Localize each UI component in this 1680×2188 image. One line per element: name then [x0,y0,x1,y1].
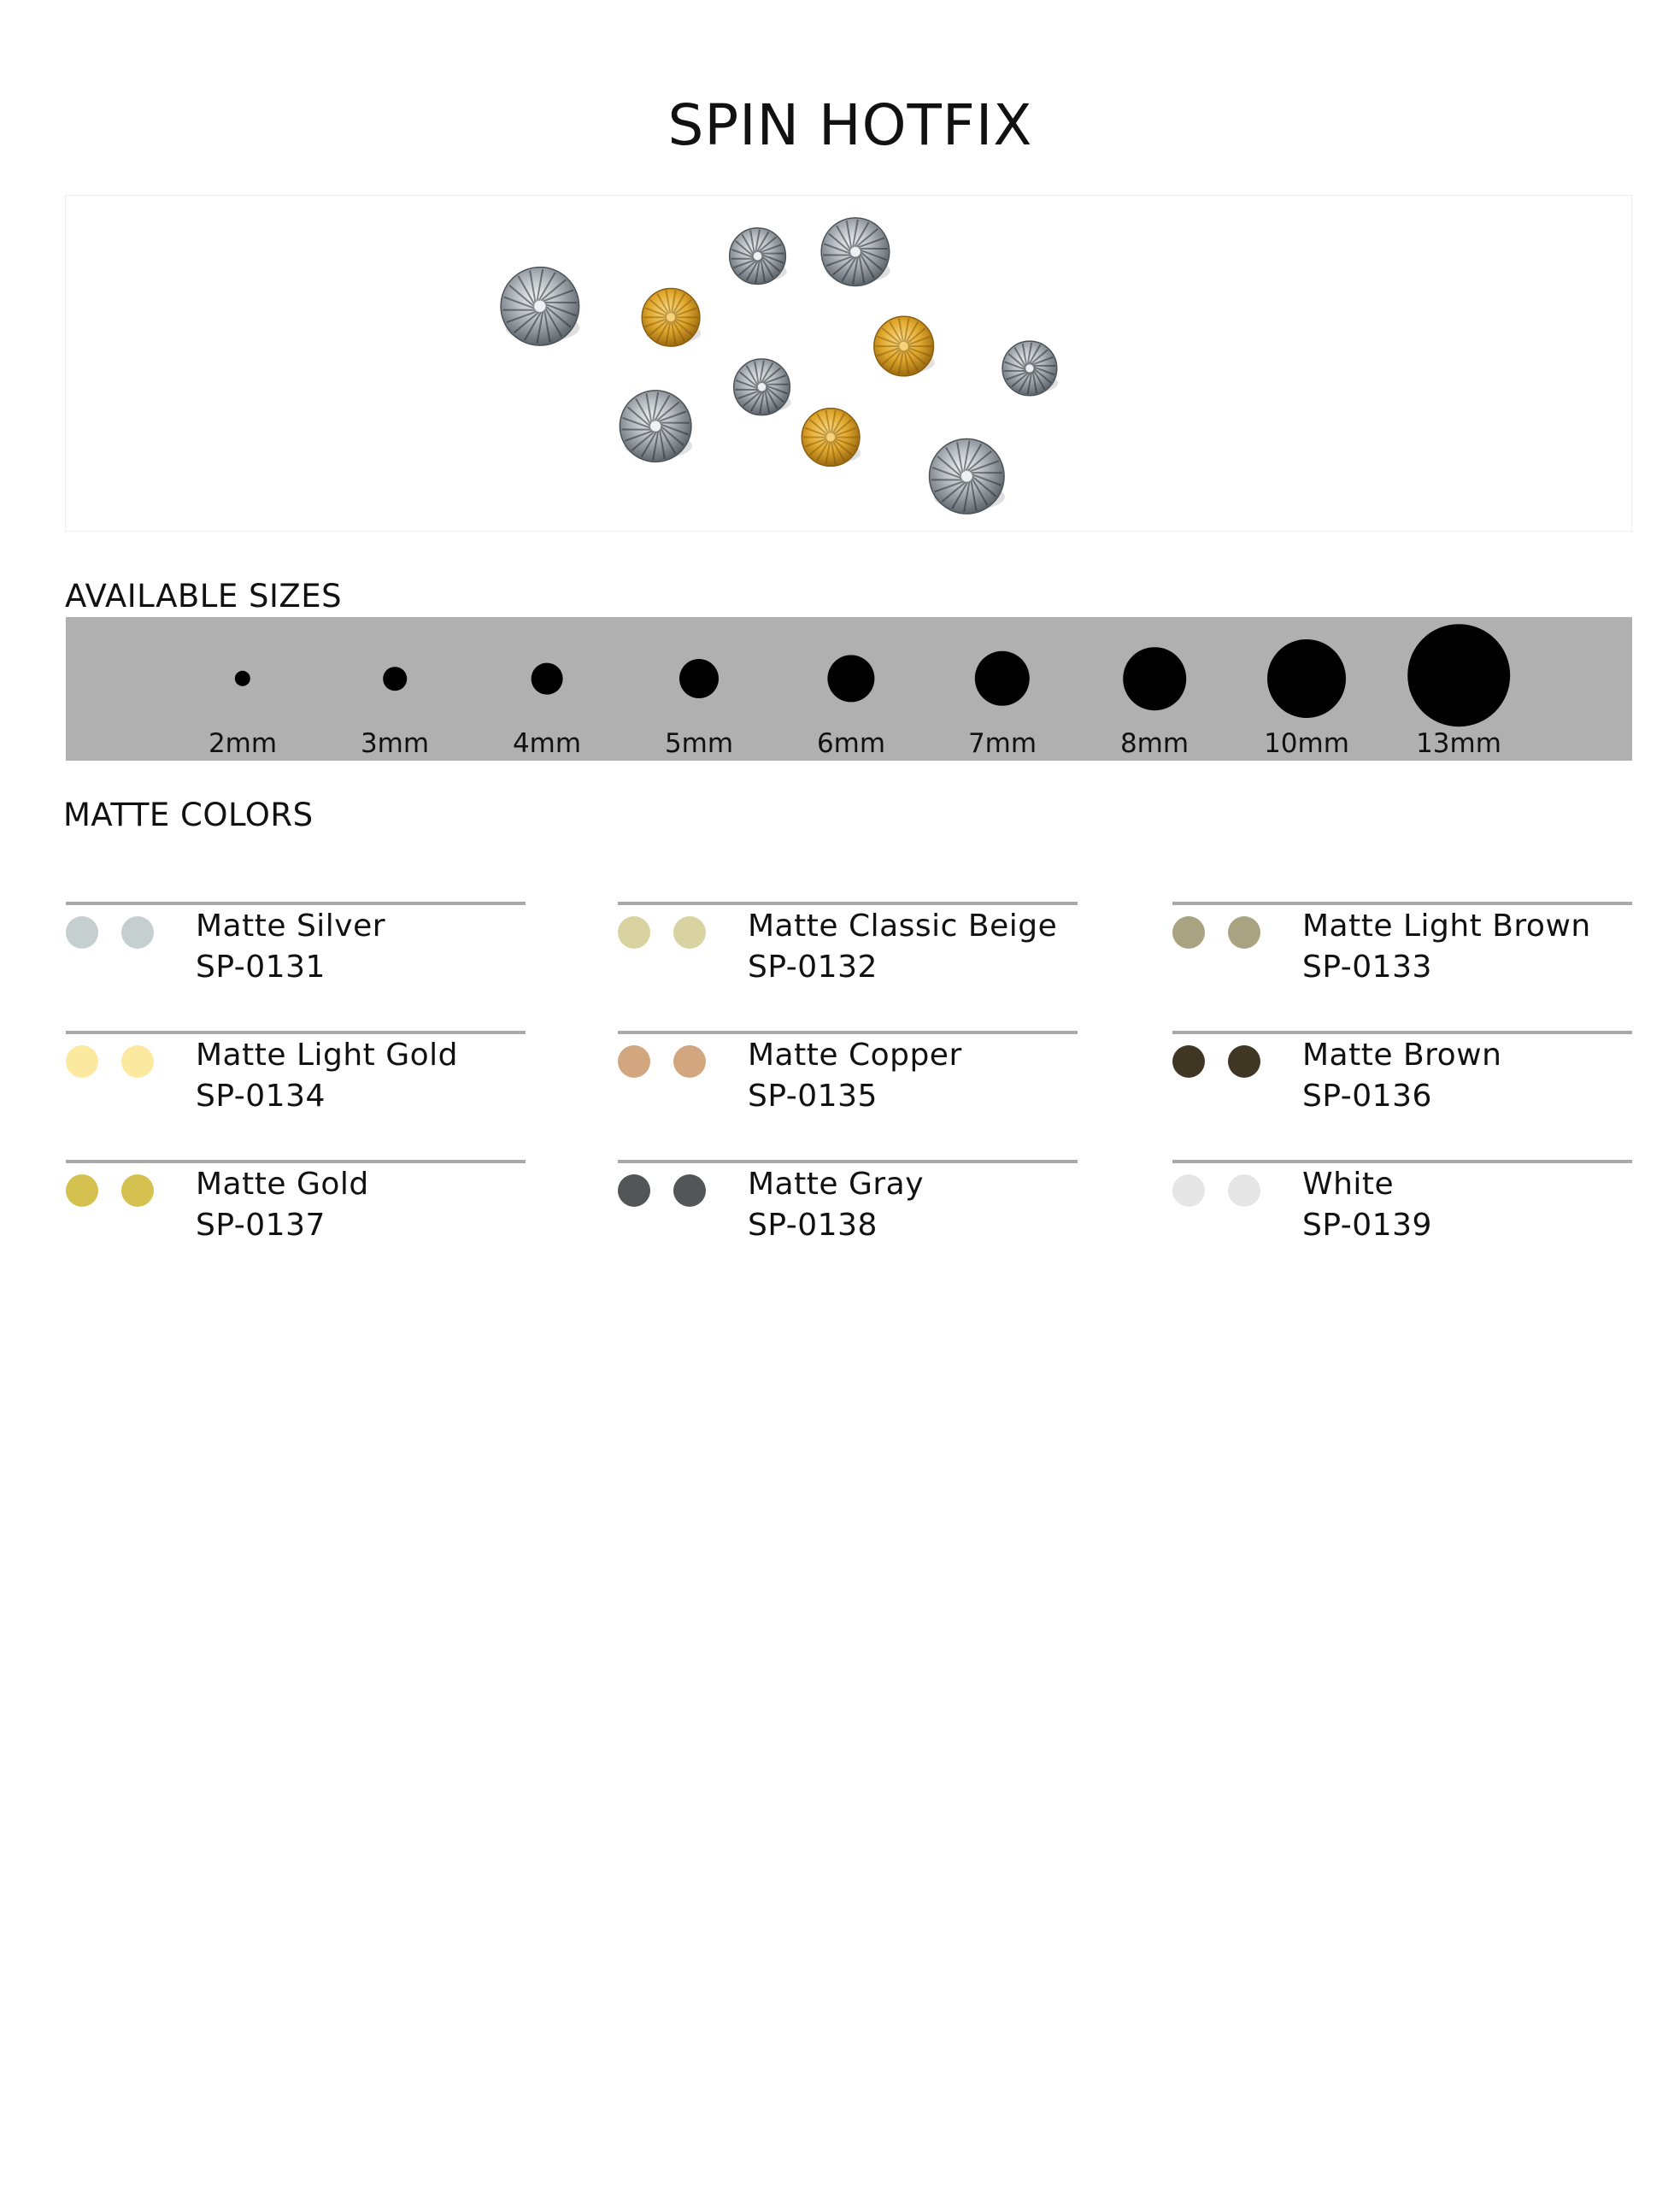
size-label: 7mm [967,728,1037,759]
color-name: Matte Light Gold [196,1038,459,1073]
color-code: SP-0138 [748,1208,878,1243]
color-name: Matte Silver [196,909,386,944]
color-name: Matte Copper [748,1038,962,1073]
divider [66,1160,526,1163]
size-label: 2mm [208,728,278,759]
divider [618,1031,1078,1034]
color-code: SP-0135 [748,1079,878,1114]
product-photo [65,195,1632,532]
color-name: Matte Classic Beige [748,909,1058,944]
silver-stud [821,218,890,286]
size-option [1078,617,1231,761]
available-sizes-heading: AVAILABLE SIZES [65,578,343,615]
color-code: SP-0134 [196,1079,326,1114]
color-swatch [1172,1045,1205,1078]
color-swatch [618,1045,650,1078]
size-dot [679,659,719,698]
color-swatch [1172,1174,1205,1207]
size-dot [532,663,563,695]
product-photo-graphic [66,196,1631,531]
size-option [1383,617,1535,761]
silver-stud [734,359,791,415]
color-option [1172,1031,1632,1125]
color-code: SP-0136 [1302,1079,1432,1114]
gold-stud [642,288,701,346]
color-name: Matte Light Brown [1302,909,1591,944]
color-swatch [618,916,650,949]
size-option [1231,617,1383,761]
color-swatch [66,1045,98,1078]
color-option [1172,902,1632,996]
size-option [471,617,623,761]
silver-stud [930,439,1005,515]
color-option [618,1031,1078,1125]
size-dot [1267,639,1346,718]
page-title: SPIN HOTFIX [667,92,1033,158]
divider [1172,902,1632,905]
color-swatch [673,916,706,949]
color-code: SP-0139 [1302,1208,1432,1243]
color-swatch [1228,1174,1260,1207]
color-code: SP-0132 [748,950,878,985]
color-swatch [1172,916,1205,949]
size-dot [1123,647,1186,710]
size-option [319,617,471,761]
color-code: SP-0131 [196,950,326,985]
size-dot [827,655,874,702]
silver-stud [1002,341,1058,396]
color-option [618,902,1078,996]
silver-stud [501,268,579,346]
matte-colors-heading: MATTE COLORS [63,797,314,833]
size-option [167,617,319,761]
color-swatch [66,1174,98,1207]
color-swatch [673,1045,706,1078]
divider [66,1031,526,1034]
color-swatch [618,1174,650,1207]
color-swatch [1228,1045,1260,1078]
color-option [66,902,526,996]
size-dot [1407,624,1510,726]
divider [1172,1031,1632,1034]
size-dot [235,671,250,686]
size-label: 10mm [1264,728,1349,759]
size-dot [975,651,1030,706]
color-option [1172,1160,1632,1254]
size-label: 6mm [816,728,886,759]
color-name: White [1302,1167,1395,1202]
size-option [623,617,775,761]
silver-stud [620,391,691,462]
color-swatch [673,1174,706,1207]
color-swatch [1228,916,1260,949]
color-swatch [121,916,154,949]
color-swatch [121,1045,154,1078]
size-label: 3mm [360,728,430,759]
color-code: SP-0133 [1302,950,1432,985]
size-dot [383,667,407,691]
divider [1172,1160,1632,1163]
color-option [66,1160,526,1254]
gold-stud [802,409,861,467]
size-label: 8mm [1119,728,1190,759]
sizes-band [66,617,1632,761]
size-label: 5mm [664,728,734,759]
divider [66,902,526,905]
color-option [66,1031,526,1125]
color-swatch [121,1174,154,1207]
silver-stud [730,228,787,285]
color-name: Matte Gold [196,1167,369,1202]
size-option [775,617,927,761]
divider [618,1160,1078,1163]
divider [618,902,1078,905]
color-name: Matte Brown [1302,1038,1502,1073]
color-code: SP-0137 [196,1208,326,1243]
color-name: Matte Gray [748,1167,925,1202]
color-swatch [66,916,98,949]
size-option [926,617,1078,761]
size-label: 4mm [512,728,582,759]
size-label: 13mm [1416,728,1501,759]
gold-stud [874,316,935,376]
color-option [618,1160,1078,1254]
